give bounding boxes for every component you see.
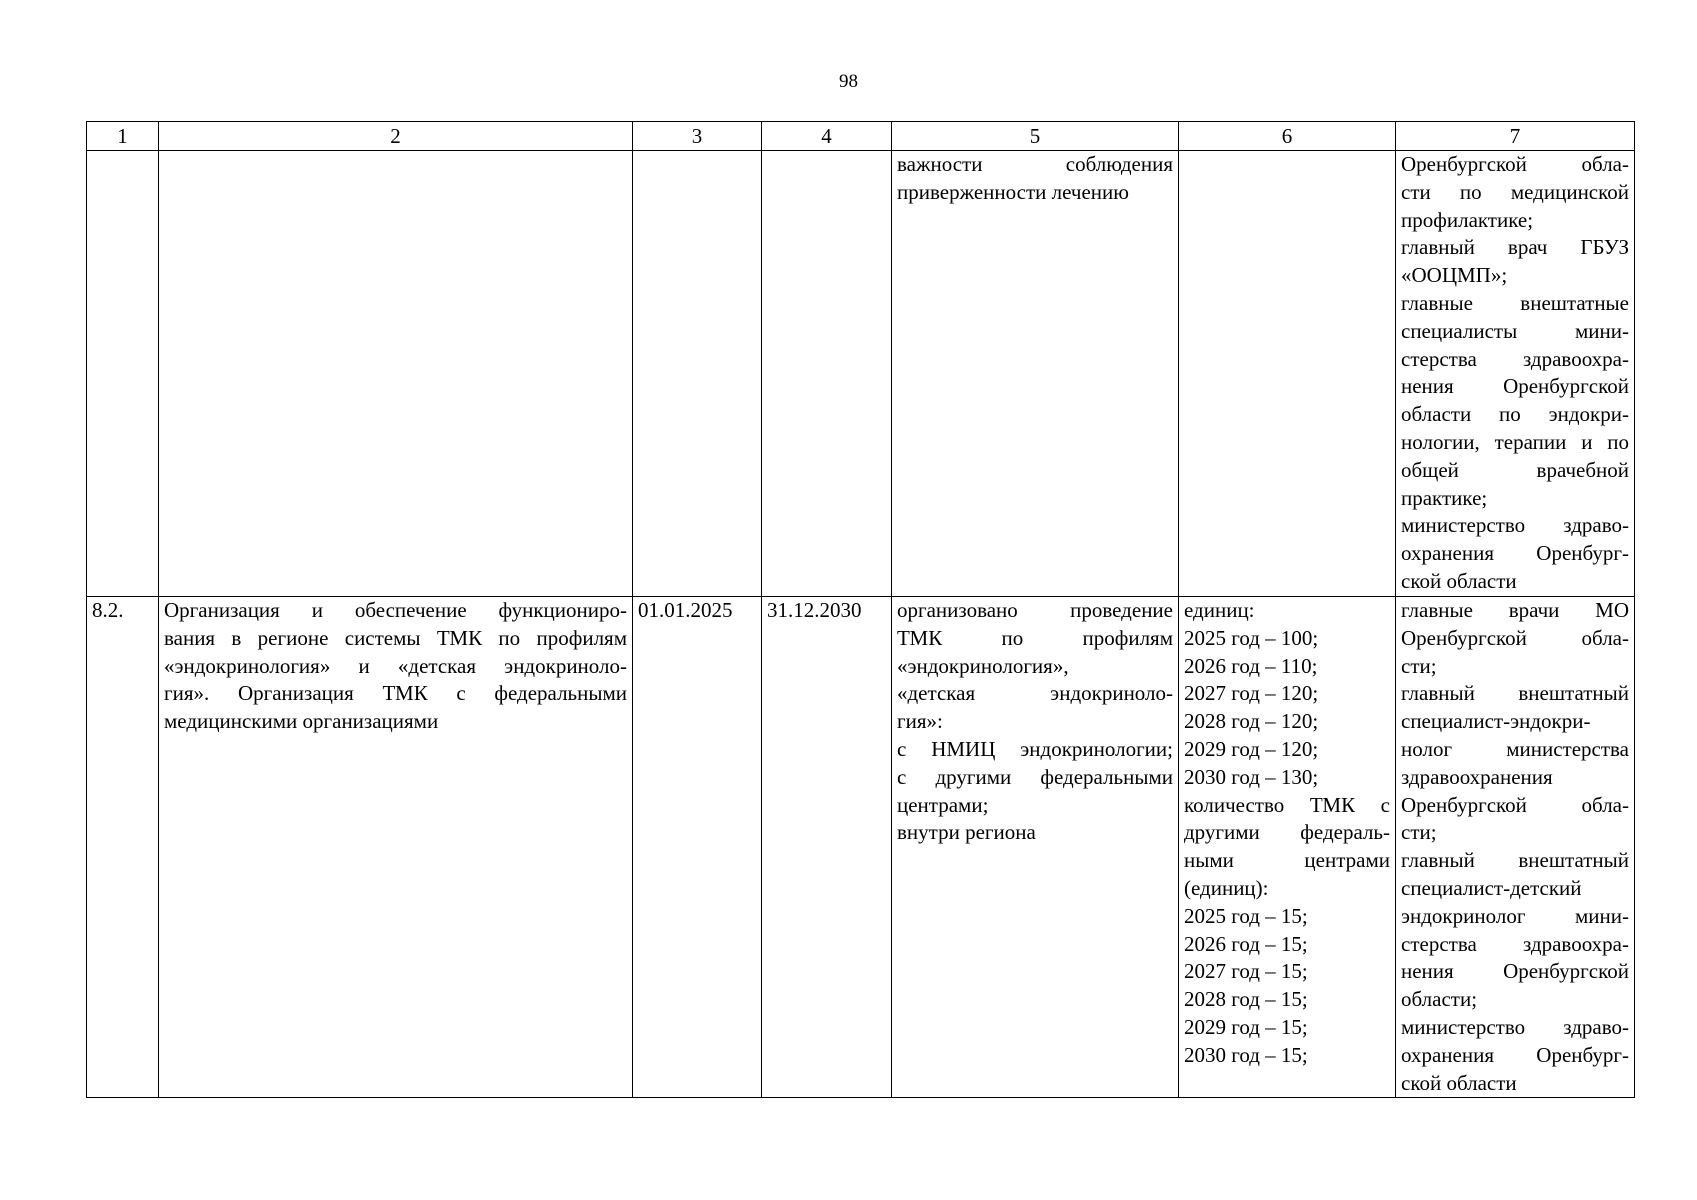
- text-line: главный внештатный: [1401, 681, 1629, 706]
- text-line: медицинскими организациями: [164, 709, 439, 734]
- text-line: сти;: [1401, 653, 1437, 678]
- text-line: области по эндокри-: [1401, 402, 1629, 427]
- text-line: внутри региона: [897, 820, 1036, 845]
- text-line: важности соблюдения: [897, 152, 1173, 176]
- text-line: специалист-детский: [1401, 875, 1582, 900]
- page-number: 98: [839, 71, 858, 92]
- text-line: 2026 год – 110;: [1184, 653, 1318, 678]
- row1-start-date-cell: [633, 151, 762, 597]
- row1-result-cell: [892, 151, 1179, 597]
- text-line: главный внештатный: [1401, 848, 1629, 873]
- text-line: 2025 год – 100;: [1184, 625, 1319, 650]
- text-line: здравоохранения: [1401, 764, 1553, 789]
- row1-end-date-cell: [762, 151, 892, 597]
- table-row: [87, 597, 1635, 1098]
- text-line: 2028 год – 15;: [1184, 987, 1308, 1012]
- text-line: гия»:: [897, 709, 943, 734]
- text-line: Оренбургской обла-: [1401, 152, 1629, 176]
- row1-responsible-cell: [1396, 151, 1635, 597]
- text-line: организовано проведение: [897, 598, 1173, 622]
- text-line: «эндокринология»,: [897, 653, 1069, 678]
- header-cell-7: 7: [1396, 122, 1635, 151]
- text-line: гия». Организация ТМК с федеральными: [164, 681, 627, 706]
- text-line: 2027 год – 15;: [1184, 959, 1308, 984]
- text-line: главные врачи МО: [1401, 598, 1629, 622]
- text-line: (единиц):: [1184, 875, 1269, 900]
- text-line: эндокринолог мини-: [1401, 903, 1629, 928]
- text-line: 2030 год – 130;: [1184, 764, 1319, 789]
- text-line: вания в регионе системы ТМК по профилям: [164, 625, 627, 650]
- text-line: ской области: [1401, 568, 1517, 593]
- text-line: ными центрами: [1184, 848, 1390, 873]
- text-line: сти;: [1401, 820, 1437, 845]
- text-line: «эндокринология» и «детская эндокриноло-: [164, 653, 627, 678]
- table-row: [87, 151, 1635, 597]
- text-line: другими федераль-: [1184, 820, 1390, 845]
- text-line: министерство здраво-: [1401, 513, 1629, 538]
- row2-start-date-cell: 01.01.2025: [633, 597, 762, 1098]
- text-line: нолог министерства: [1401, 736, 1629, 761]
- row2-indicator-cell: [1179, 597, 1396, 1098]
- text-line: нения Оренбургской: [1401, 374, 1629, 399]
- text-line: ТМК по профилям: [897, 625, 1173, 650]
- row1-measure-cell: [159, 151, 633, 597]
- text-line: сти по медицинской: [1401, 179, 1629, 204]
- text-line: практике;: [1401, 485, 1488, 510]
- header-cell-6: 6: [1179, 122, 1396, 151]
- text-line: Оренбургской обла-: [1401, 792, 1629, 817]
- text-line: единиц:: [1184, 598, 1255, 622]
- text-line: 2027 год – 120;: [1184, 681, 1319, 706]
- text-line: главный врач ГБУЗ: [1401, 235, 1629, 260]
- text-line: профилактике;: [1401, 207, 1534, 232]
- text-line: «детская эндокриноло-: [897, 681, 1173, 706]
- row2-end-date-cell: 31.12.2030: [762, 597, 892, 1098]
- row2-responsible-cell: [1396, 597, 1635, 1098]
- text-line: нологии, терапии и по: [1401, 429, 1629, 454]
- text-line: стерства здравоохра-: [1401, 931, 1629, 956]
- header-cell-3: 3: [633, 122, 762, 151]
- header-cell-5: 5: [892, 122, 1179, 151]
- row2-number-cell: 8.2.: [87, 597, 159, 1098]
- row2-measure-cell: [159, 597, 633, 1098]
- text-line: Организация и обеспечение функциониро-: [164, 598, 627, 622]
- text-line: 2026 год – 15;: [1184, 931, 1308, 956]
- text-line: нения Оренбургской: [1401, 959, 1629, 984]
- text-line: стерства здравоохра-: [1401, 346, 1629, 371]
- text-line: области;: [1401, 987, 1478, 1012]
- text-line: 2025 год – 15;: [1184, 903, 1308, 928]
- row1-indicator-cell: [1179, 151, 1396, 597]
- text-line: «ООЦМП»;: [1401, 263, 1508, 288]
- row1-number-cell: [87, 151, 159, 597]
- header-cell-4: 4: [762, 122, 892, 151]
- text-line: специалисты мини-: [1401, 318, 1629, 343]
- text-line: охранения Оренбург-: [1401, 1042, 1629, 1067]
- text-line: охранения Оренбург-: [1401, 541, 1629, 566]
- text-line: общей врачебной: [1401, 457, 1629, 482]
- header-row: [87, 122, 1635, 151]
- text-line: специалист-эндокри-: [1401, 709, 1591, 734]
- header-cell-1: 1: [87, 122, 159, 151]
- text-line: ской области: [1401, 1070, 1517, 1095]
- text-line: 2030 год – 15;: [1184, 1042, 1308, 1067]
- text-line: с НМИЦ эндокринологии;: [897, 736, 1173, 761]
- text-line: с другими федеральными: [897, 764, 1173, 789]
- text-line: центрами;: [897, 792, 989, 817]
- row2-result-cell: [892, 597, 1179, 1098]
- text-line: 2029 год – 15;: [1184, 1014, 1308, 1039]
- text-line: министерство здраво-: [1401, 1014, 1629, 1039]
- text-line: количество ТМК с: [1184, 792, 1390, 817]
- header-cell-2: 2: [159, 122, 633, 151]
- text-line: 2029 год – 120;: [1184, 736, 1319, 761]
- text-line: приверженности лечению: [897, 179, 1129, 204]
- text-line: главные внештатные: [1401, 290, 1629, 315]
- text-line: 2028 год – 120;: [1184, 709, 1319, 734]
- measures-table: [86, 121, 1635, 1098]
- text-line: Оренбургской обла-: [1401, 625, 1629, 650]
